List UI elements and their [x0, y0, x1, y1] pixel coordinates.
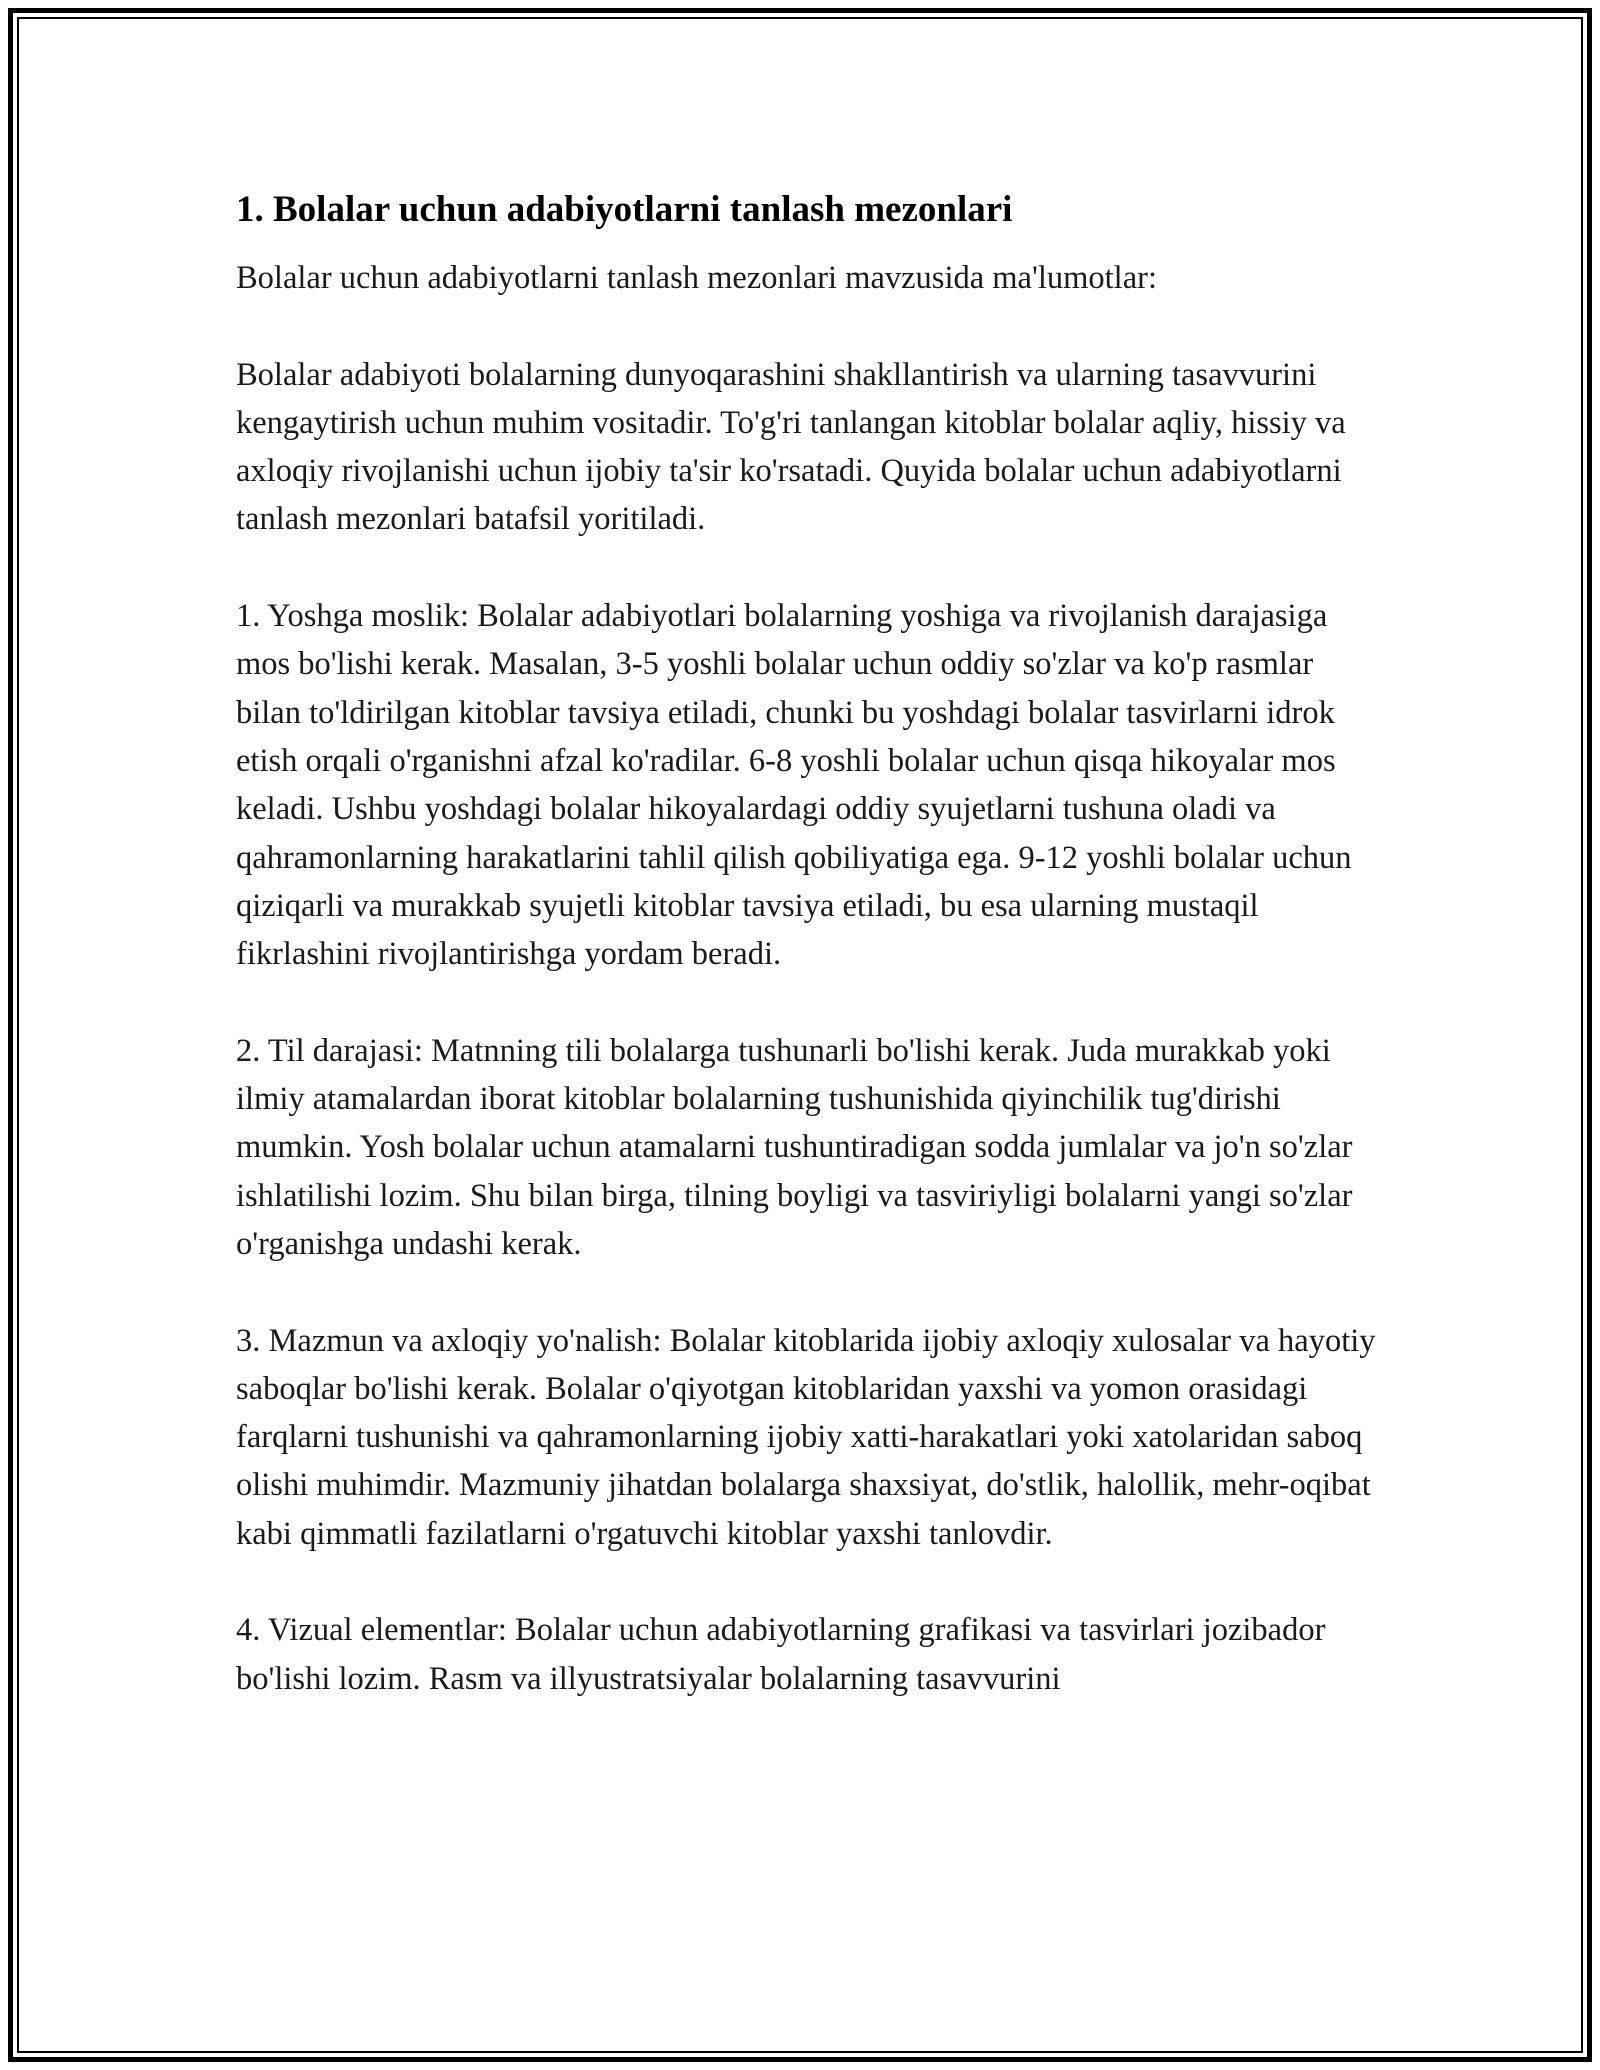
intro-paragraph: Bolalar uchun adabiyotlarni tanlash mezonlari mavzusida ma'lumotlar: — [236, 260, 1157, 296]
section-heading: 1. Bolalar uchun adabiyotlarni tanlash mezonlari — [236, 189, 1013, 230]
overview-paragraph: Bolalar adabiyoti bolalarning dunyoqarashini shakllantirish va ularning tasavvurini kengaytirish uchun muhim vositadir. To'g'ri tanlangan kitoblar bolalar aqliy, hissiy va axloqiy rivojlanishi uchun ijobiy ta'sir ko'rsatadi. Quyida bolalar uchun adabiyotlarni tanlash mezonlari batafsil yoritiladi. — [236, 356, 1346, 538]
criterion-visual-paragraph: 4. Vizual elementlar: Bolalar uchun adabiyotlarning grafikasi va tasvirlari jozibador bo'lishi lozim. Rasm va illyustratsiyalar bolalarning tasavvurini — [236, 1612, 1326, 1697]
document-body — [236, 186, 1376, 1751]
criterion-language-paragraph: 2. Til darajasi: Matnning tili bolalarga tushunarli bo'lishi kerak. Juda murakkab yoki ilmiy atamalardan iborat kitoblar bolalarning tushunishida qiyinchilik tug'dirishi mumkin. Yosh bolalar uchun atamalarni tushuntiradigan sodda jumlalar va jo'n so'zlar ishlatilishi lozim. Shu bilan birga, tilning boyligi va tasviriyligi bolalarni yangi so'zlar o'rganishga undashi kerak. — [236, 1032, 1353, 1262]
criterion-age-paragraph: 1. Yoshga moslik: Bolalar adabiyotlari bolalarning yoshiga va rivojlanish darajasiga mos bo'lishi kerak. Masalan, 3-5 yoshli bolalar uchun oddiy so'zlar va ko'p rasmlar bilan to'ldirilgan kitoblar tavsiya etiladi, chunki bu yoshdagi bolalar tasvirlarni idrok etish orqali o'rganishni afzal ko'radilar. 6-8 yoshli bolalar uchun qisqa hikoyalar mos keladi. Ushbu yoshdagi bolalar hikoyalardagi oddiy syujetlarni tushuna oladi va qahramonlarning harakatlarini tahlil qilish qobiliyatiga ega. 9-12 yoshli bolalar uchun qiziqarli va murakkab syujetli kitoblar tavsiya etiladi, bu esa ularning mustaqil fikrlashini rivojlantirishga yordam beradi. — [236, 598, 1352, 973]
criterion-content-paragraph: 3. Mazmun va axloqiy yo'nalish: Bolalar kitoblarida ijobiy axloqiy xulosalar va hayotiy saboqlar bo'lishi kerak. Bolalar o'qiyotgan kitoblaridan yaxshi va yomon orasidagi farqlarni tushunishi va qahramonlarning ijobiy xatti-harakatlari yoki xatolaridan saboq olishi muhimdir. Mazmuniy jihatdan bolalarga shaxsiyat, do'stlik, halollik, mehr-oqibat kabi qimmatli fazilatlarni o'rgatuvchi kitoblar yaxshi tanlovdir. — [236, 1322, 1376, 1552]
